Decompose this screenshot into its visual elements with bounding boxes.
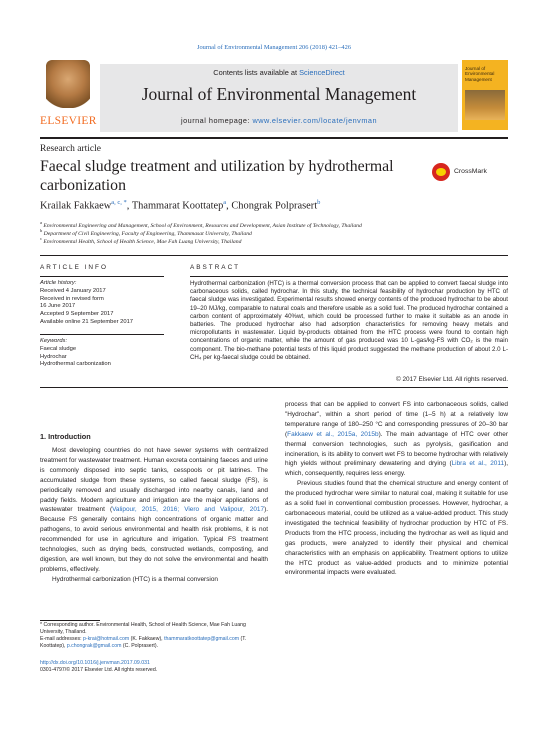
paper-title: Faecal sludge treatment and utilization by hydrothermal carbonization xyxy=(40,158,394,194)
paragraph: Hydrothermal carbonization (HTC) is a thermal conversion xyxy=(52,575,219,583)
crossmark-label: CrossMark xyxy=(454,168,487,175)
footnote-rule xyxy=(40,620,100,621)
article-type: Research article xyxy=(40,144,101,154)
affiliation: $^c$ Environmental Health, School of Health Science, Mae Fah Luang University, Thailand xyxy=(40,236,242,245)
body-column-left xyxy=(40,446,268,585)
elsevier-tree-emblem xyxy=(46,60,90,108)
history-entry: Received in revised form xyxy=(40,295,104,302)
doi-block xyxy=(40,660,270,674)
journal-homepage-line: journal homepage: www.elsevier.com/locate/jenvman xyxy=(180,116,378,125)
keywords: Keywords: Faecal sludge Hydrochar Hydrothermal carbonization xyxy=(40,338,170,369)
abstract-copyright: © 2017 Elsevier Ltd. All rights reserved. xyxy=(396,376,508,383)
paragraph: Previous studies found that the chemical structure and energy content of the produced hydrochar were similar to natural coal, making it suitable for use as a solid fuel in conventional combustion processes. However, hydrochar, a carbonaceous material, could be utilized as a value-added product. This study investigated the technical feasibility of hydrochar production by HTC of FS. Products from the HTC process, including the hydrochar as well as liquid and gas products, were analyzed to identify their physical and chemical characteristics with an emphasis on applicability. Treatment options to utilize the HTC product as value-added products and to minimize potential environmental impacts were evaluated. xyxy=(285,480,508,577)
keyword[interactable]: Hydrothermal carbonization xyxy=(40,361,111,368)
citation-link[interactable]: Fakkaew et al., 2015a, 2015b xyxy=(287,430,379,438)
abstract-bottom-rule xyxy=(40,387,508,388)
section-divider xyxy=(40,255,508,256)
citation-link[interactable]: Libra et al., 2011 xyxy=(451,460,505,468)
affiliation: $^b$ Department of Civil Engineering, Faculty of Engineering, Thammasat University, Thailand xyxy=(40,228,252,237)
author-name[interactable]: Krailak Fakkaew xyxy=(40,200,112,212)
citation-link[interactable]: Valipour, 2015, 2016; Viero and Valipour, 2017 xyxy=(112,506,265,514)
paragraph: process that can be applied to convert FS into carbonaceous solids, called "Hydrochar", within a short period of time (1–5 h) at a relatively low temperature range of 180–250 °C and corresponding pressures of 20–30 bar (Fakkaew et al., 2015a, 2015b). The main advantage of HTC over other thermal conversion technologies, such as pyrolysis, gasification and incineration, is its ability to convert wet FS to become hydrochar with relatively high yields without preliminary dewatering and drying (Libra et al., 2011), which, consequently, requires less energy. xyxy=(285,401,509,478)
corresponding-author-footnote: * Corresponding author. Environmental Health, School of Health Science, Mae Fah Luang University, Thailand. E-mail addresses: p-krai@hotmail.com (K. Fakkaew), thammaratkoottatep@gmail.com (T. Koottatep), p.chongrak@gmail.com (C. Polprasert). xyxy=(40,622,247,649)
crossmark-icon xyxy=(432,163,450,181)
history-entry: Accepted 9 September 2017 xyxy=(40,311,114,318)
journal-homepage-link[interactable]: www.elsevier.com/locate/jenvman xyxy=(252,116,378,125)
email-link[interactable]: thammaratkoottatep@gmail.com xyxy=(164,636,240,642)
keywords-rule xyxy=(40,334,164,335)
abstract-heading: ABSTRACT xyxy=(190,264,241,271)
elsevier-logo[interactable] xyxy=(40,60,96,130)
journal-citation[interactable]: Journal of Environmental Management 206 (2018) 421–426 xyxy=(196,44,352,51)
abstract-body: Hydrothermal carbonization (HTC) is a thermal conversion process that can be applied to convert faecal sludge into carbonaceous solids, called hydrochar. In this study, the technical feasibility of hydrochar production by HTC of faecal sludge was investigated. Experimental results showed energy contents of the produced hydrochar to be about 19–20 MJ/kg, comparable to natural coals and therefore usable as a solid fuel. The produced hydrochar contained a carbon content of approximately 40%wt, which could be processed further to make it suitable as an anode in batteries. The produced hydrochar also had adsorption characteristics for removing heavy metals and micropollutants in wastewater. Liquid by-products obtained from the HTC process were found to contain high concentrations of organic matter, while the amount of gas produced was 10 L-gas/kg-FS with CO₂ is the main component. The bio-methane potential tests of this liquid product suggested the methane production of about 2.0 L-CH₄ per kg-faecal sludge could be obtained. xyxy=(190,280,508,361)
introduction-heading: 1. Introduction xyxy=(40,432,91,441)
body-column-right xyxy=(285,400,508,578)
cover-title: Journal of Environmental Management xyxy=(465,66,495,82)
author-list: Krailak Fakkaew$^{a, c, *}$, Thammarat Koottatep$^a$, Chongrak Polprasert$^b$ xyxy=(40,199,321,212)
history-entry: Received 4 January 2017 xyxy=(40,287,106,294)
email-link[interactable]: p-krai@hotmail.com xyxy=(82,636,130,642)
sciencedirect-link[interactable]: ScienceDirect xyxy=(299,68,345,77)
contents-line: Contents lists available at ScienceDirect xyxy=(213,68,345,77)
author-name[interactable]: Thammarat Koottatep xyxy=(131,200,224,212)
issn-copyright: 0301-4797/© 2017 Elsevier Ltd. All rights reserved. xyxy=(40,667,158,673)
journal-cover-thumbnail[interactable] xyxy=(462,60,508,130)
article-info-heading: ARTICLE INFO xyxy=(40,264,108,271)
abstract-rule xyxy=(190,276,508,277)
affiliation: $^a$ Environmental Engineering and Management, School of Environment, Resources and Development, Asian Institute of Technology, Thailand xyxy=(40,220,362,229)
email-link[interactable]: p.chongrak@gmail.com xyxy=(66,643,122,649)
header-divider xyxy=(40,137,508,139)
doi-link[interactable]: http://dx.doi.org/10.1016/j.jenvman.2017.09.031 xyxy=(40,660,150,666)
journal-header-band xyxy=(100,64,458,132)
keyword[interactable]: Faecal sludge xyxy=(40,345,77,352)
crossmark-badge[interactable] xyxy=(432,162,510,182)
article-info-rule xyxy=(40,276,164,277)
paragraph: Most developing countries do not have sewer systems with centralized treatment for wastewater treatment. Human excreta containing faeces and urine is commonly disposed into septic tanks, cesspools or pit latrines. The accumulated sludge from these systems, so called faecal sludge (FS), is periodically removed and usually discharged into nearby canals, land and paddy fields. Modern agriculture and irrigation are the major applications of wastewater treatment (Valipour, 2015, 2016; Viero and Valipour, 2017). Because FS generally contains high concentrations of organic matter and pathogens, to avoid serious environmental and health risk problems, it is not recommended for use in agriculture and irrigation. Typical FS treatment technologies, such as drying beds, constructed wetlands, composting, and digestion, are well known, but they do not solve the environmental and health problems, effectively. xyxy=(40,447,268,573)
cover-image xyxy=(465,90,505,120)
history-entry: 16 June 2017 xyxy=(40,303,76,310)
keyword[interactable]: Hydrochar xyxy=(40,353,67,360)
author-name[interactable]: Chongrak Polprasert xyxy=(231,200,318,212)
elsevier-wordmark: ELSEVIER xyxy=(40,115,97,127)
history-entry: Available online 21 September 2017 xyxy=(40,318,134,325)
article-history: Article history: Received 4 January 2017 Received in revised form 16 June 2017 Accepted 9 September 2017 Available online 21 September 2017 xyxy=(40,280,170,327)
journal-title: Journal of Environmental Management xyxy=(141,84,417,104)
